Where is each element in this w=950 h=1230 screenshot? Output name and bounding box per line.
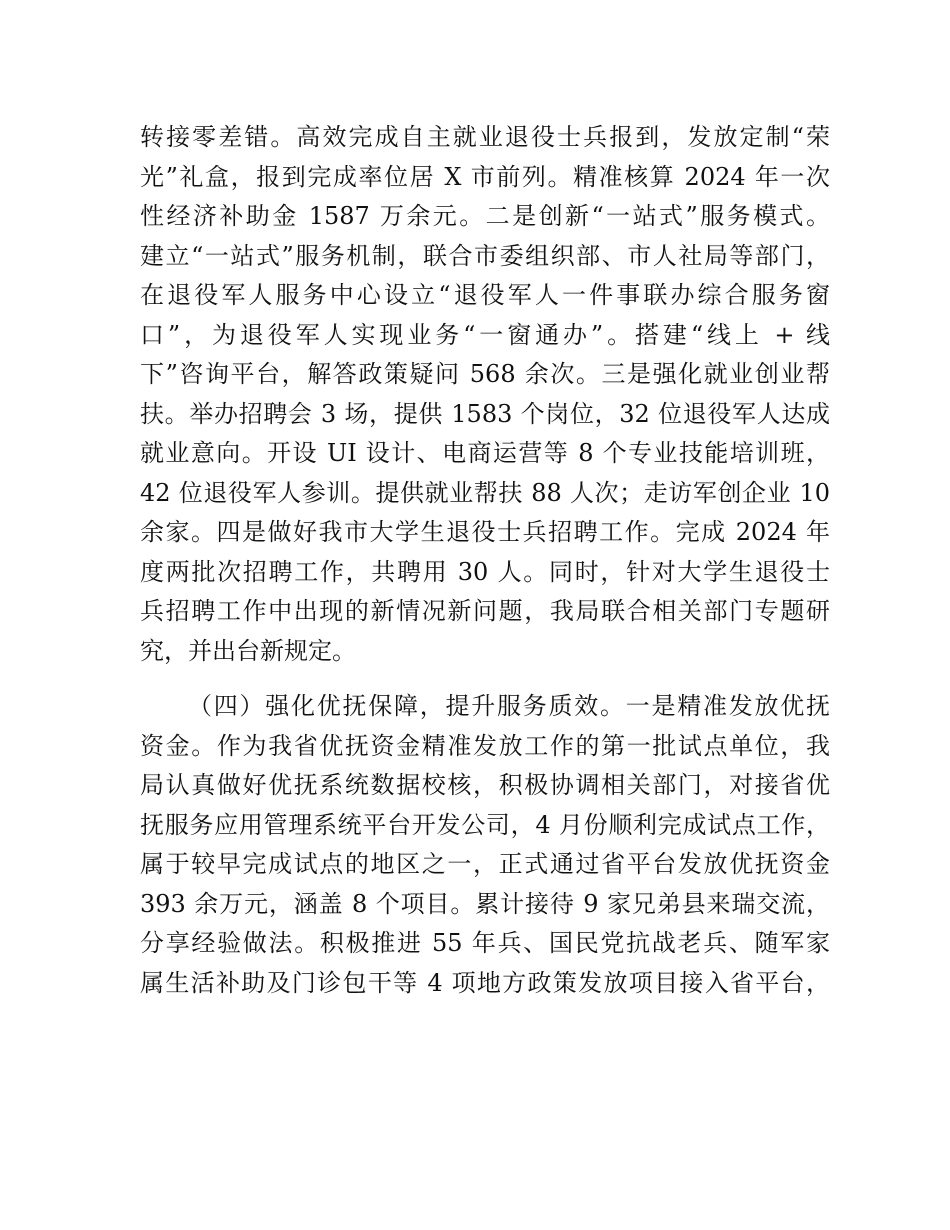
text-line: 资金。作为我省优抚资金精准发放工作的第一批试点单位，我 xyxy=(140,731,830,760)
text-line: 42 位退役军人参训。提供就业帮扶 88 人次；走访军创企业 10 xyxy=(140,478,830,507)
text-line: 光”礼盒，报到完成率位居 X 市前列。精准核算 2024 年一次 xyxy=(140,162,830,191)
text-line: 局认真做好优抚系统数据校核，积极协调相关部门，对接省优 xyxy=(140,771,830,799)
text-line: 属于较早完成试点的地区之一，正式通过省平台发放优抚资金 xyxy=(140,850,830,878)
text-line: 扶。举办招聘会 3 场，提供 1583 个岗位，32 位退役军人达成 xyxy=(140,399,830,428)
text-line: 建立“一站式”服务机制，联合市委组织部、市人社局等部门， xyxy=(140,241,830,270)
text-line: 性经济补助金 1587 万余元。二是创新“一站式”服务模式。 xyxy=(140,202,830,230)
paragraph-gap xyxy=(140,671,830,687)
text-line: 转接零差错。高效完成自主就业退役士兵报到，发放定制“荣 xyxy=(140,123,830,151)
text-line: 在退役军人服务中心设立“退役军人一件事联办综合服务窗 xyxy=(140,281,830,309)
paragraph-2 xyxy=(140,687,830,1003)
text-line: 下”咨询平台，解答政策疑问 568 余次。三是强化就业创业帮 xyxy=(140,360,830,388)
paragraph-1 xyxy=(140,118,830,671)
text-line: 度两批次招聘工作，共聘用 30 人。同时，针对大学生退役士 xyxy=(140,557,830,586)
text-line: 393 余万元，涵盖 8 个项目。累计接待 9 家兄弟县来瑞交流， xyxy=(140,889,830,918)
text-line: 就业意向。开设 UI 设计、电商运营等 8 个专业技能培训班， xyxy=(140,439,830,467)
document-body xyxy=(140,118,830,1003)
text-line: 分享经验做法。积极推进 55 年兵、国民党抗战老兵、随军家 xyxy=(140,929,830,957)
text-line: 口”，为退役军人实现业务“一窗通办”。搭建“线上 + 线 xyxy=(140,320,830,349)
section-heading-line: （四）强化优抚保障，提升服务质效。一是精准发放优抚 xyxy=(188,692,830,720)
text-line: 属生活补助及门诊包干等 4 项地方政策发放项目接入省平台， xyxy=(140,968,830,997)
text-line: 究，并出台新规定。 xyxy=(140,636,356,665)
text-line: 抚服务应用管理系统平台开发公司，4 月份顺利完成试点工作， xyxy=(140,810,830,839)
text-line: 余家。四是做好我市大学生退役士兵招聘工作。完成 2024 年 xyxy=(140,518,830,546)
text-line: 兵招聘工作中出现的新情况新问题，我局联合相关部门专题研 xyxy=(140,597,830,625)
